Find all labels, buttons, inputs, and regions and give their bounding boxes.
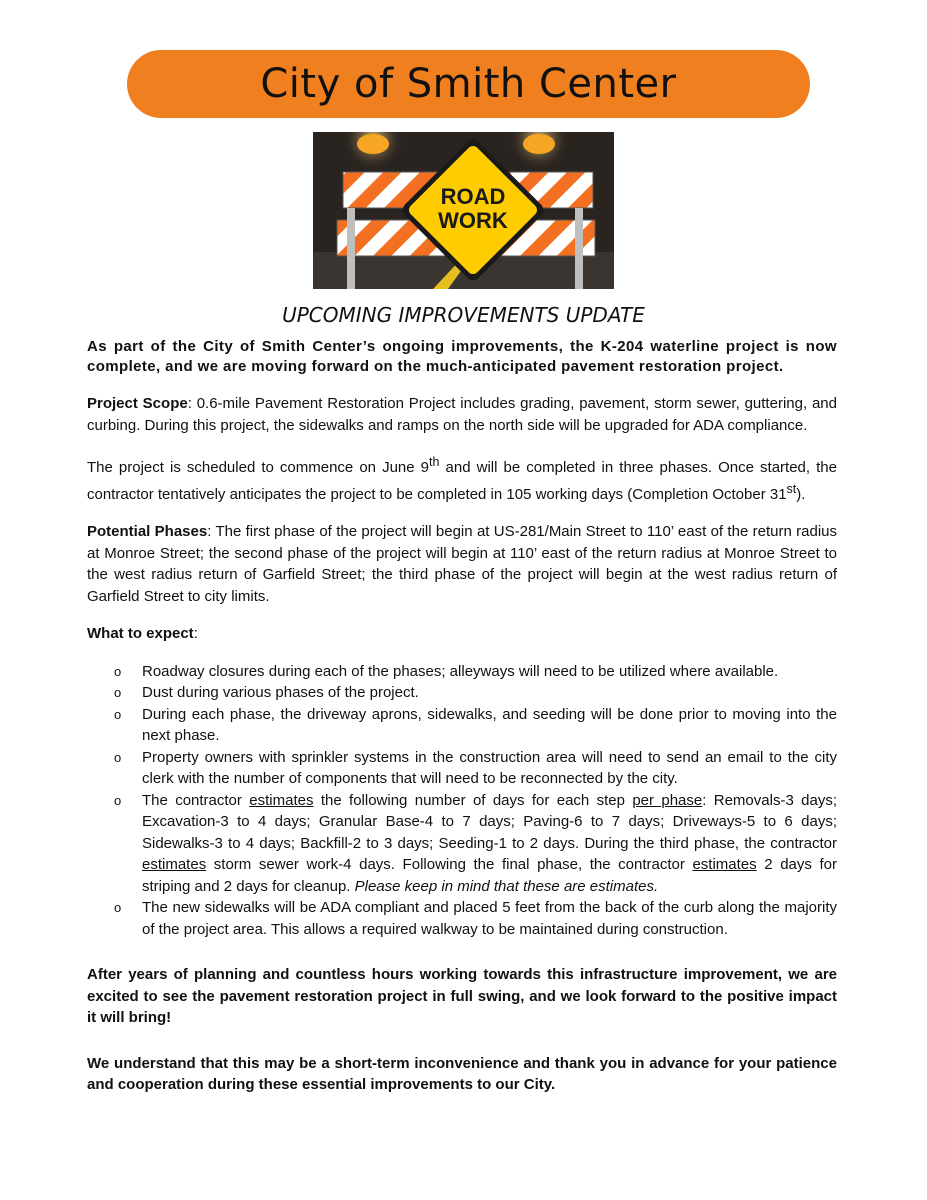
bullet-icon: o — [114, 706, 122, 722]
road-work-illustration — [313, 132, 614, 289]
list-item — [87, 790, 837, 898]
list-item-text: The contractor — [142, 791, 250, 809]
expect-colon: : — [193, 625, 198, 642]
closing-paragraph: After years of planning and countless hours working towards this infrastructure improvement, we are excited to see the pavement restoration project in full swing, and we look forward to the positive impact it will bring! — [87, 966, 837, 1026]
schedule-sup: st — [786, 481, 797, 496]
list-item — [87, 747, 837, 790]
list-item-text: storm sewer work-4 days. Following the final phase, the contractor — [206, 856, 693, 873]
list-item-text: Dust during various phases of the project. — [142, 684, 419, 701]
bullet-icon: o — [114, 685, 122, 700]
list-item-text: Roadway closures during each of the phases; alleyways will need to be utilized where available. — [142, 662, 779, 680]
bullet-icon: o — [114, 792, 122, 808]
bullet-icon: o — [114, 900, 122, 915]
sign-text-road: ROAD — [440, 184, 506, 209]
list-item — [87, 682, 837, 704]
list-item-text: 2 days for striping and 2 days for cleanup. — [142, 856, 837, 895]
schedule-text: ). — [796, 485, 806, 503]
list-item-text: : Removals-3 days; Excavation-3 to 4 days; Granular Base-4 to 7 days; Paving-6 to 7 days; Driveways-5 to 6 days; Sidewalks-3 to 4 days; Backfill-2 to 3 days; Seeding-1 to 2 days. During the third phase, the contractor — [142, 791, 837, 852]
expect-label: What to expect — [87, 625, 194, 642]
phases-label: Potential Phases — [87, 523, 208, 540]
intro-paragraph: As part of the City of Smith Center’s ongoing improvements, the K-204 waterline project is now complete, and we are moving forward on the much-anticipated pavement restoration project. — [87, 338, 837, 375]
project-scope-label: Project Scope — [87, 395, 188, 412]
list-item-text: The new sidewalks will be ADA compliant and placed 5 feet from the back of the curb along the majority of the project area. This allows a required walkway to be maintained during construction. — [142, 899, 837, 938]
list-item-text: estimates — [249, 791, 314, 809]
list-item-text: estimates — [142, 856, 207, 873]
list-item — [87, 897, 837, 940]
schedule-sup: th — [429, 455, 440, 469]
schedule-text: The project is scheduled to commence on June 9 — [87, 459, 430, 476]
page-title: City of Smith Center — [260, 61, 677, 107]
list-item — [87, 704, 837, 747]
sign-text-work: WORK — [438, 208, 508, 233]
list-item-text: Property owners with sprinkler systems in the construction area will need to send an email to the city clerk with the number of components that will need to be reconnected by the city. — [142, 748, 837, 787]
expect-list — [87, 661, 837, 941]
expect-heading — [87, 623, 837, 645]
phases-text: : The first phase of the project will begin at US-281/Main Street to 110’ east of the return radius at Monroe Street; the second phase of the project will begin at 110’ east of the return radius at Monroe Street to the west radius return of Garfield Street; the third phase of the project will begin at the west radius return of Garfield Street to city limits. — [87, 523, 837, 605]
list-item — [87, 661, 837, 683]
list-item-text: the following number of days for each step — [313, 791, 633, 809]
document-body — [87, 337, 837, 1112]
title-banner — [127, 50, 810, 118]
section-subtitle: UPCOMING IMPROVEMENTS UPDATE — [282, 303, 645, 327]
phases-paragraph — [87, 521, 837, 607]
bullet-icon: o — [114, 749, 122, 765]
list-item-text: Please keep in mind that these are estimates. — [354, 877, 659, 895]
schedule-paragraph — [87, 452, 837, 505]
project-scope-paragraph — [87, 393, 837, 436]
project-scope-text: : 0.6-mile Pavement Restoration Project includes grading, pavement, storm sewer, guttering, and curbing. During this project, the sidewalks and ramps on the north side will be upgraded for ADA compliance. — [87, 395, 837, 434]
road-work-image — [313, 132, 614, 289]
list-item-text: per phase — [632, 791, 703, 809]
list-item-text: estimates — [692, 856, 757, 873]
list-item-text: During each phase, the driveway aprons, sidewalks, and seeding will be done prior to moving into the next phase. — [142, 705, 837, 744]
closing-paragraph: We understand that this may be a short-term inconvenience and thank you in advance for your patience and cooperation during these essential improvements to our City. — [87, 1054, 837, 1093]
schedule-text: and will be completed in three phases. Once started, the contractor tentatively anticipates the project to be completed in 105 working days (Completion October 31 — [87, 459, 837, 503]
bullet-icon: o — [114, 663, 122, 679]
